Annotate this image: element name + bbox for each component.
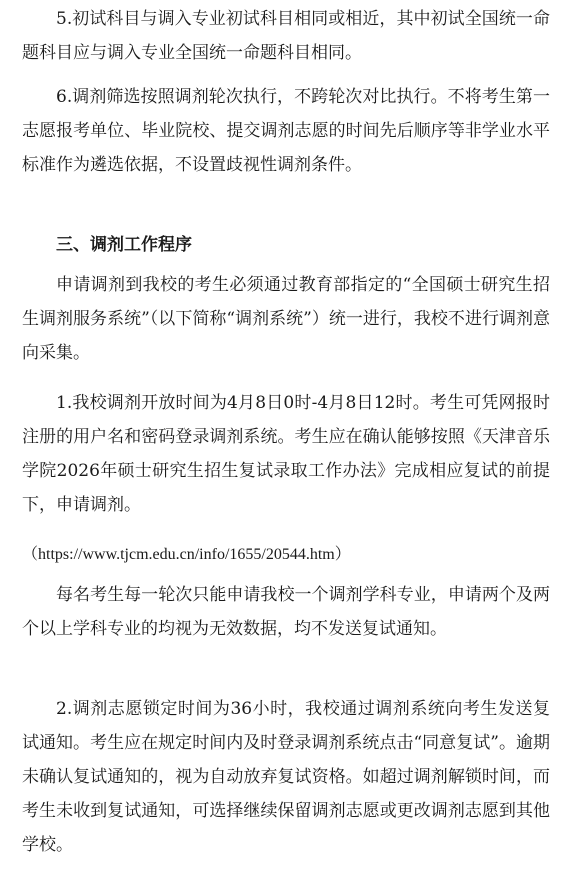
paragraph-step-2: 2.调剂志愿锁定时间为36小时，我校通过调剂系统向考生发送复试通知。考生应在规定时间内及时登录调剂系统点击“同意复试”。逾期未确认复试通知的，视为自动放弃复试资格。如超过调剂解锁时间，而考生未收到复试通知，可选择继续保留调剂志愿或更改调剂志愿到其他学校。 bbox=[22, 699, 550, 855]
reference-url: （https://www.tjcm.edu.cn/info/1655/20544.htm） bbox=[22, 546, 351, 563]
paragraph-step-1: 1.我校调剂开放时间为4月8日0时-4月8日12时。考生可凭网报时注册的用户名和密码登录调剂系统。考生应在确认能够按照《天津音乐学院2026年硕士研究生招生复试录取工作办法》完成相应复试的前提下，申请调剂。 bbox=[22, 393, 550, 515]
paragraph-item-6: 6.调剂筛选按照调剂轮次执行，不跨轮次对比执行。不将考生第一志愿报考单位、毕业院校、提交调剂志愿的时间先后顺序等非学业水平标准作为遴选依据，不设置歧视性调剂条件。 bbox=[22, 87, 550, 175]
paragraph-item-5: 5.初试科目与调入专业初试科目相同或相近，其中初试全国统一命题科目应与调入专业全国统一命题科目相同。 bbox=[22, 9, 550, 63]
paragraph-intro: 申请调剂到我校的考生必须通过教育部指定的“全国硕士研究生招生调剂服务系统”（以下简称“调剂系统”）统一进行，我校不进行调剂意向采集。 bbox=[22, 275, 550, 363]
section-heading-procedure: 三、调剂工作程序 bbox=[56, 235, 192, 255]
paragraph-one-choice: 每名考生每一轮次只能申请我校一个调剂学科专业，申请两个及两个以上学科专业的均视为无效数据，均不发送复试通知。 bbox=[22, 585, 550, 639]
